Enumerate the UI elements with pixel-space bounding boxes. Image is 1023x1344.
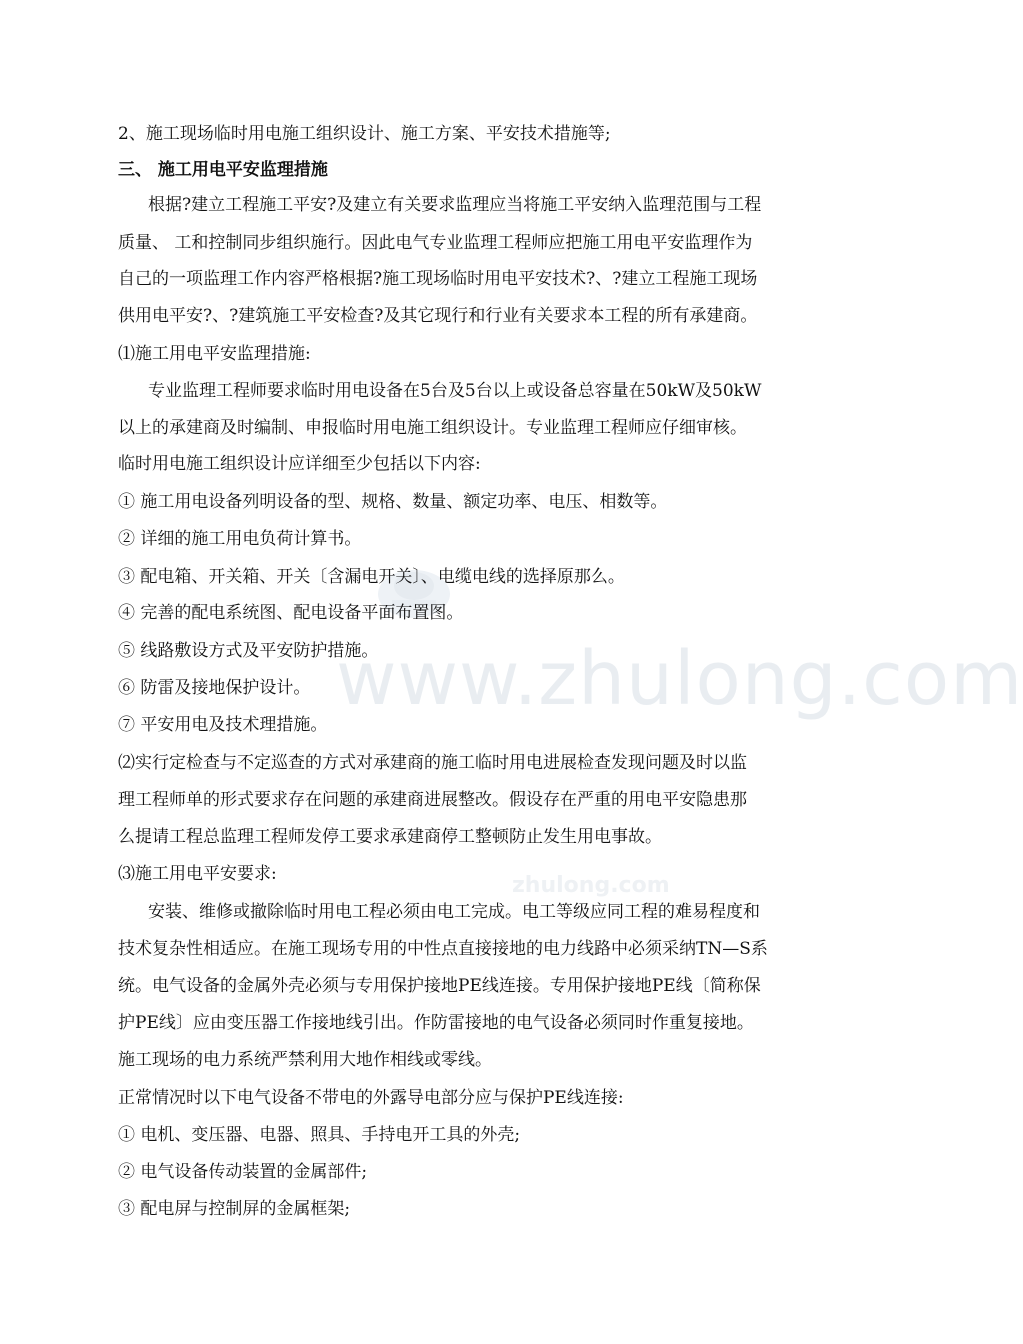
watermark-large: www.zhulong.com xyxy=(336,636,1023,722)
watermark-small: zhulong.com xyxy=(512,873,670,898)
section-heading-3: 三、 施工用电平安监理措施 xyxy=(118,160,328,180)
text-line-23: 技术复杂性相适应。在施工现场专用的中性点直接接地的电力线路中必须采纳TN—S系 xyxy=(118,939,768,959)
text-line-3: 根据?建立工程施工平安?及建立有关要求监理应当将施工平安纳入监理范围与工程 xyxy=(148,195,762,215)
text-line-6: 供用电平安?、?建筑施工平安检查?及其它现行和行业有关要求本工程的所有承建商。 xyxy=(118,306,758,326)
text-line-20: 么提请工程总监理工程师发停工要求承建商停工整顿防止发生用电事故。 xyxy=(118,827,662,847)
text-line-8: 专业监理工程师要求临时用电设备在5台及5台以上或设备总容量在50kW及50kW xyxy=(148,381,762,401)
list-item-8: ① 电机、变压器、电器、照具、手持电开工具的外壳; xyxy=(118,1125,521,1145)
list-item-3: ③ 配电箱、开关箱、开关〔含漏电开关〕、电缆电线的选择原那么。 xyxy=(118,567,625,587)
list-item-5: ⑤ 线路敷设方式及平安防护措施。 xyxy=(118,641,379,661)
subheading-1: ⑴施工用电平安监理措施: xyxy=(118,344,311,364)
list-item-7: ⑦ 平安用电及技术理措施。 xyxy=(118,715,328,735)
text-line-26: 施工现场的电力系统严禁利用大地作相线或零线。 xyxy=(118,1050,492,1070)
text-line-27: 正常情况时以下电气设备不带电的外露导电部分应与保护PE线连接: xyxy=(118,1088,624,1108)
list-item-10: ③ 配电屏与控制屏的金属框架; xyxy=(118,1199,351,1219)
text-line-4: 质量、 工和控制同步组织施行。因此电气专业监理工程师应把施工用电平安监理作为 xyxy=(118,233,753,253)
subheading-3: ⑶施工用电平安要求: xyxy=(118,864,277,884)
text-line-25: 护PE线〕应由变压器工作接地线引出。作防雷接地的电气设备必须同时作重复接地。 xyxy=(118,1013,754,1033)
text-line-19: 理工程师单的形式要求存在问题的承建商进展整改。假设存在严重的用电平安隐患那 xyxy=(118,790,747,810)
list-item-2: ② 详细的施工用电负荷计算书。 xyxy=(118,529,362,549)
list-item-6: ⑥ 防雷及接地保护设计。 xyxy=(118,678,311,698)
text-line-1: 2、施工现场临时用电施工组织设计、施工方案、平安技术措施等; xyxy=(118,124,611,144)
text-line-5: 自己的一项监理工作内容严格根据?施工现场临时用电平安技术?、?建立工程施工现场 xyxy=(118,269,758,289)
list-item-1: ① 施工用电设备列明设备的型、规格、数量、额定功率、电压、相数等。 xyxy=(118,492,668,512)
subheading-2: ⑵实行定检查与不定巡查的方式对承建商的施工临时用电进展检查发现问题及时以监 xyxy=(118,753,747,773)
text-line-22: 安装、维修或撤除临时用电工程必须由电工完成。电工等级应同工程的难易程度和 xyxy=(148,902,760,922)
text-line-10: 临时用电施工组织设计应详细至少包括以下内容: xyxy=(118,454,481,474)
list-item-9: ② 电气设备传动装置的金属部件; xyxy=(118,1162,368,1182)
text-line-9: 以上的承建商及时编制、申报临时用电施工组织设计。专业监理工程师应仔细审核。 xyxy=(118,418,747,438)
list-item-4: ④ 完善的配电系统图、配电设备平面布置图。 xyxy=(118,603,464,623)
text-line-24: 统。电气设备的金属外壳必须与专用保护接地PE线连接。专用保护接地PE线〔简称保 xyxy=(118,976,761,996)
